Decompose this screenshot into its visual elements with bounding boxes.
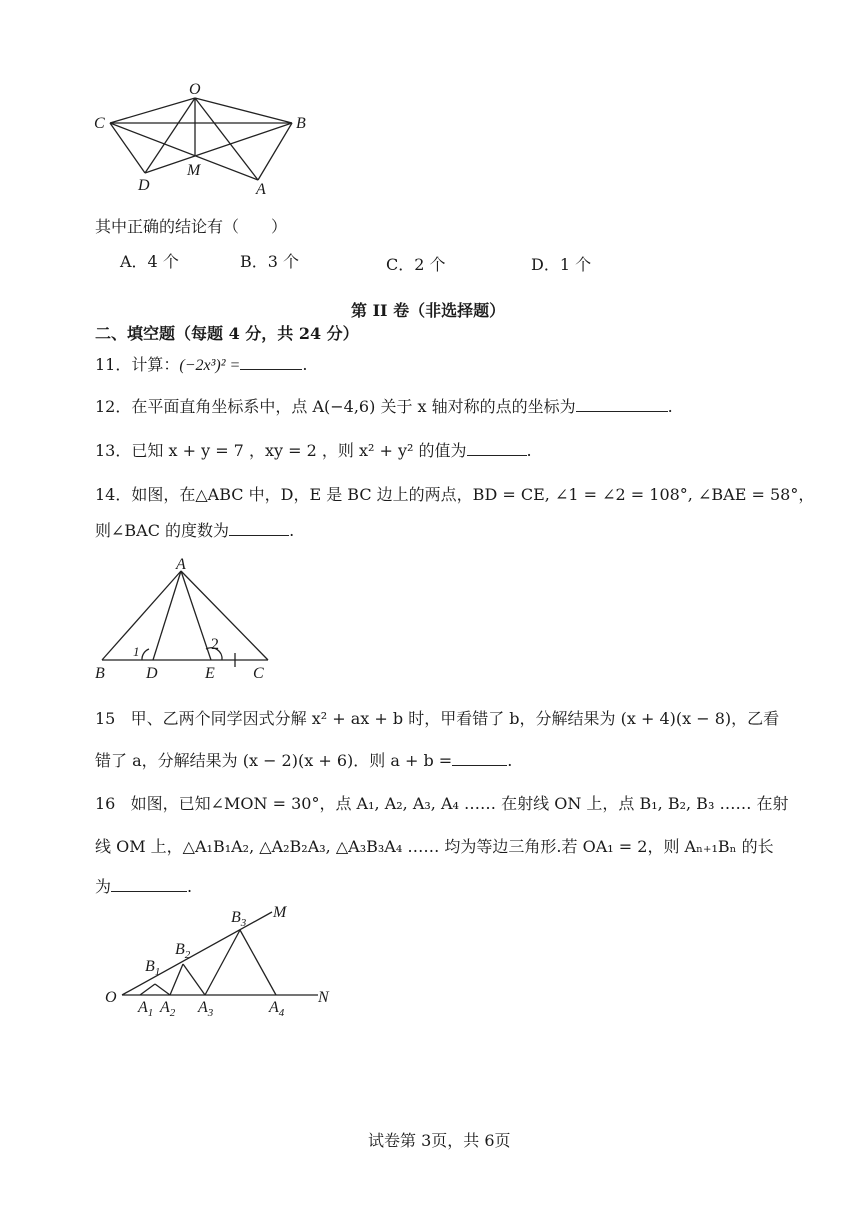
q13: [95, 438, 532, 461]
q11-expr: (−2x³)² =: [179, 357, 241, 374]
q13-end: .: [526, 441, 532, 460]
q13-text: 已知 x + y = 7 ，xy = 2 ，则 x² + y² 的值为: [131, 441, 467, 460]
label-B1: [145, 958, 160, 978]
label-A: A: [176, 556, 186, 573]
q10-option-c: C．2 个: [386, 255, 446, 274]
label-A3-letter: A: [198, 999, 208, 1016]
figure-triangle-abc: [90, 553, 280, 683]
label-D: D: [138, 177, 150, 194]
label-A: A: [256, 181, 266, 198]
q14-text-line1: 如图，在△ABC 中，D，E 是 BC 边上的两点，BD = CE, ∠1 = ∠2 = 108°, ∠BAE = 58°，: [131, 485, 815, 504]
q11-end: .: [302, 355, 308, 374]
q15-text-line1: 甲、乙两个同学因式分解 x² + ax + b 时，甲看错了 b，分解结果为 (x + 4)(x − 8)，乙看: [130, 709, 780, 728]
page-footer: 试卷第 3页，共 6页: [368, 1131, 511, 1150]
q11-answer-blank[interactable]: [240, 355, 302, 370]
label-B3: [231, 909, 247, 929]
label-angle-1: 1: [133, 644, 140, 659]
q15-line2: [95, 748, 512, 771]
label-A2-sub: 2: [169, 1007, 176, 1019]
q10-prompt: 其中正确的结论有（ ）: [95, 217, 288, 236]
figure-quadrilateral: [90, 80, 320, 200]
q12-text: 在平面直角坐标系中，点 A(−4,6) 关于 x 轴对称的点的坐标为: [131, 397, 576, 416]
label-B2-sub: 2: [184, 949, 191, 961]
label-C: C: [253, 665, 264, 682]
label-A1-letter: A: [138, 999, 148, 1016]
q14-number: 14．: [95, 485, 132, 504]
q16-line3: [95, 874, 192, 897]
label-B1-sub: 1: [154, 966, 161, 978]
q10-option-a: A．4 个: [120, 252, 179, 271]
label-B: B: [95, 665, 105, 682]
q12: [95, 394, 673, 417]
part2-title: 第 II 卷（非选择题）: [351, 301, 506, 320]
label-N: N: [318, 989, 329, 1006]
label-M: M: [273, 905, 287, 921]
label-A3-sub: 3: [207, 1007, 214, 1019]
q16-line1: [95, 791, 789, 814]
q16-end: .: [187, 877, 193, 896]
label-A4-sub: 4: [278, 1007, 285, 1019]
q15-text-line2: 错了 a，分解结果为 (x − 2)(x + 6)．则 a + b =: [95, 751, 453, 770]
label-A3: [197, 999, 214, 1019]
label-B2-letter: B: [175, 941, 185, 958]
q10-option-d: D．1 个: [531, 255, 592, 274]
q10-option-b: B．3 个: [240, 252, 300, 271]
q15-line1: [95, 706, 779, 729]
label-B1-letter: B: [145, 958, 155, 975]
label-A1: [137, 999, 153, 1019]
q12-number: 12．: [95, 397, 132, 416]
label-M: M: [187, 162, 201, 179]
q15-number: 15: [95, 709, 116, 728]
q12-answer-blank[interactable]: [576, 397, 668, 412]
q16-answer-blank[interactable]: [111, 877, 187, 892]
q14-line1: [95, 482, 814, 505]
q13-answer-blank[interactable]: [467, 441, 527, 456]
q11: [95, 352, 307, 375]
section2-heading: 二、填空题（每题 4 分，共 24 分）: [95, 324, 359, 343]
q16-text-line3: 为: [95, 877, 112, 896]
q12-end: .: [667, 397, 673, 416]
q16-line2: [95, 834, 774, 857]
label-A2-letter: A: [160, 999, 170, 1016]
q13-number: 13．: [95, 441, 132, 460]
label-B2: [175, 941, 191, 961]
q16-text-line1: 如图，已知∠MON = 30°，点 A₁, A₂, A₃, A₄ …… 在射线 ON 上，点 B₁, B₂, B₃ …… 在射: [130, 794, 789, 813]
label-D: D: [146, 665, 158, 682]
label-angle-2: 2: [211, 636, 219, 653]
label-O: O: [189, 81, 201, 98]
q15-end: .: [507, 751, 513, 770]
q14-answer-blank[interactable]: [229, 521, 289, 536]
label-A1-sub: 1: [147, 1007, 154, 1019]
q14-text-line2: 则∠BAC 的度数为: [95, 521, 230, 540]
q11-number: 11．: [95, 355, 132, 374]
label-B3-letter: B: [231, 909, 241, 926]
label-A4-letter: A: [269, 999, 279, 1016]
q16-number: 16: [95, 794, 116, 813]
label-C: C: [94, 115, 105, 132]
label-B: B: [296, 115, 306, 132]
label-O: O: [105, 989, 117, 1006]
figure-equilateral-chain: [100, 905, 350, 1020]
q14-end: .: [289, 521, 295, 540]
q11-text: 计算：: [131, 355, 180, 374]
q16-text-line2: 线 OM 上，△A₁B₁A₂, △A₂B₂A₃, △A₃B₃A₄ …… 均为等边三角形.若 OA₁ = 2，则 Aₙ₊₁Bₙ 的长: [95, 837, 774, 856]
q15-answer-blank[interactable]: [452, 751, 507, 766]
label-E: E: [205, 665, 215, 682]
label-A2: [159, 999, 176, 1019]
label-B3-sub: 3: [240, 917, 247, 929]
label-A4: [268, 999, 285, 1019]
q14-line2: [95, 518, 294, 541]
